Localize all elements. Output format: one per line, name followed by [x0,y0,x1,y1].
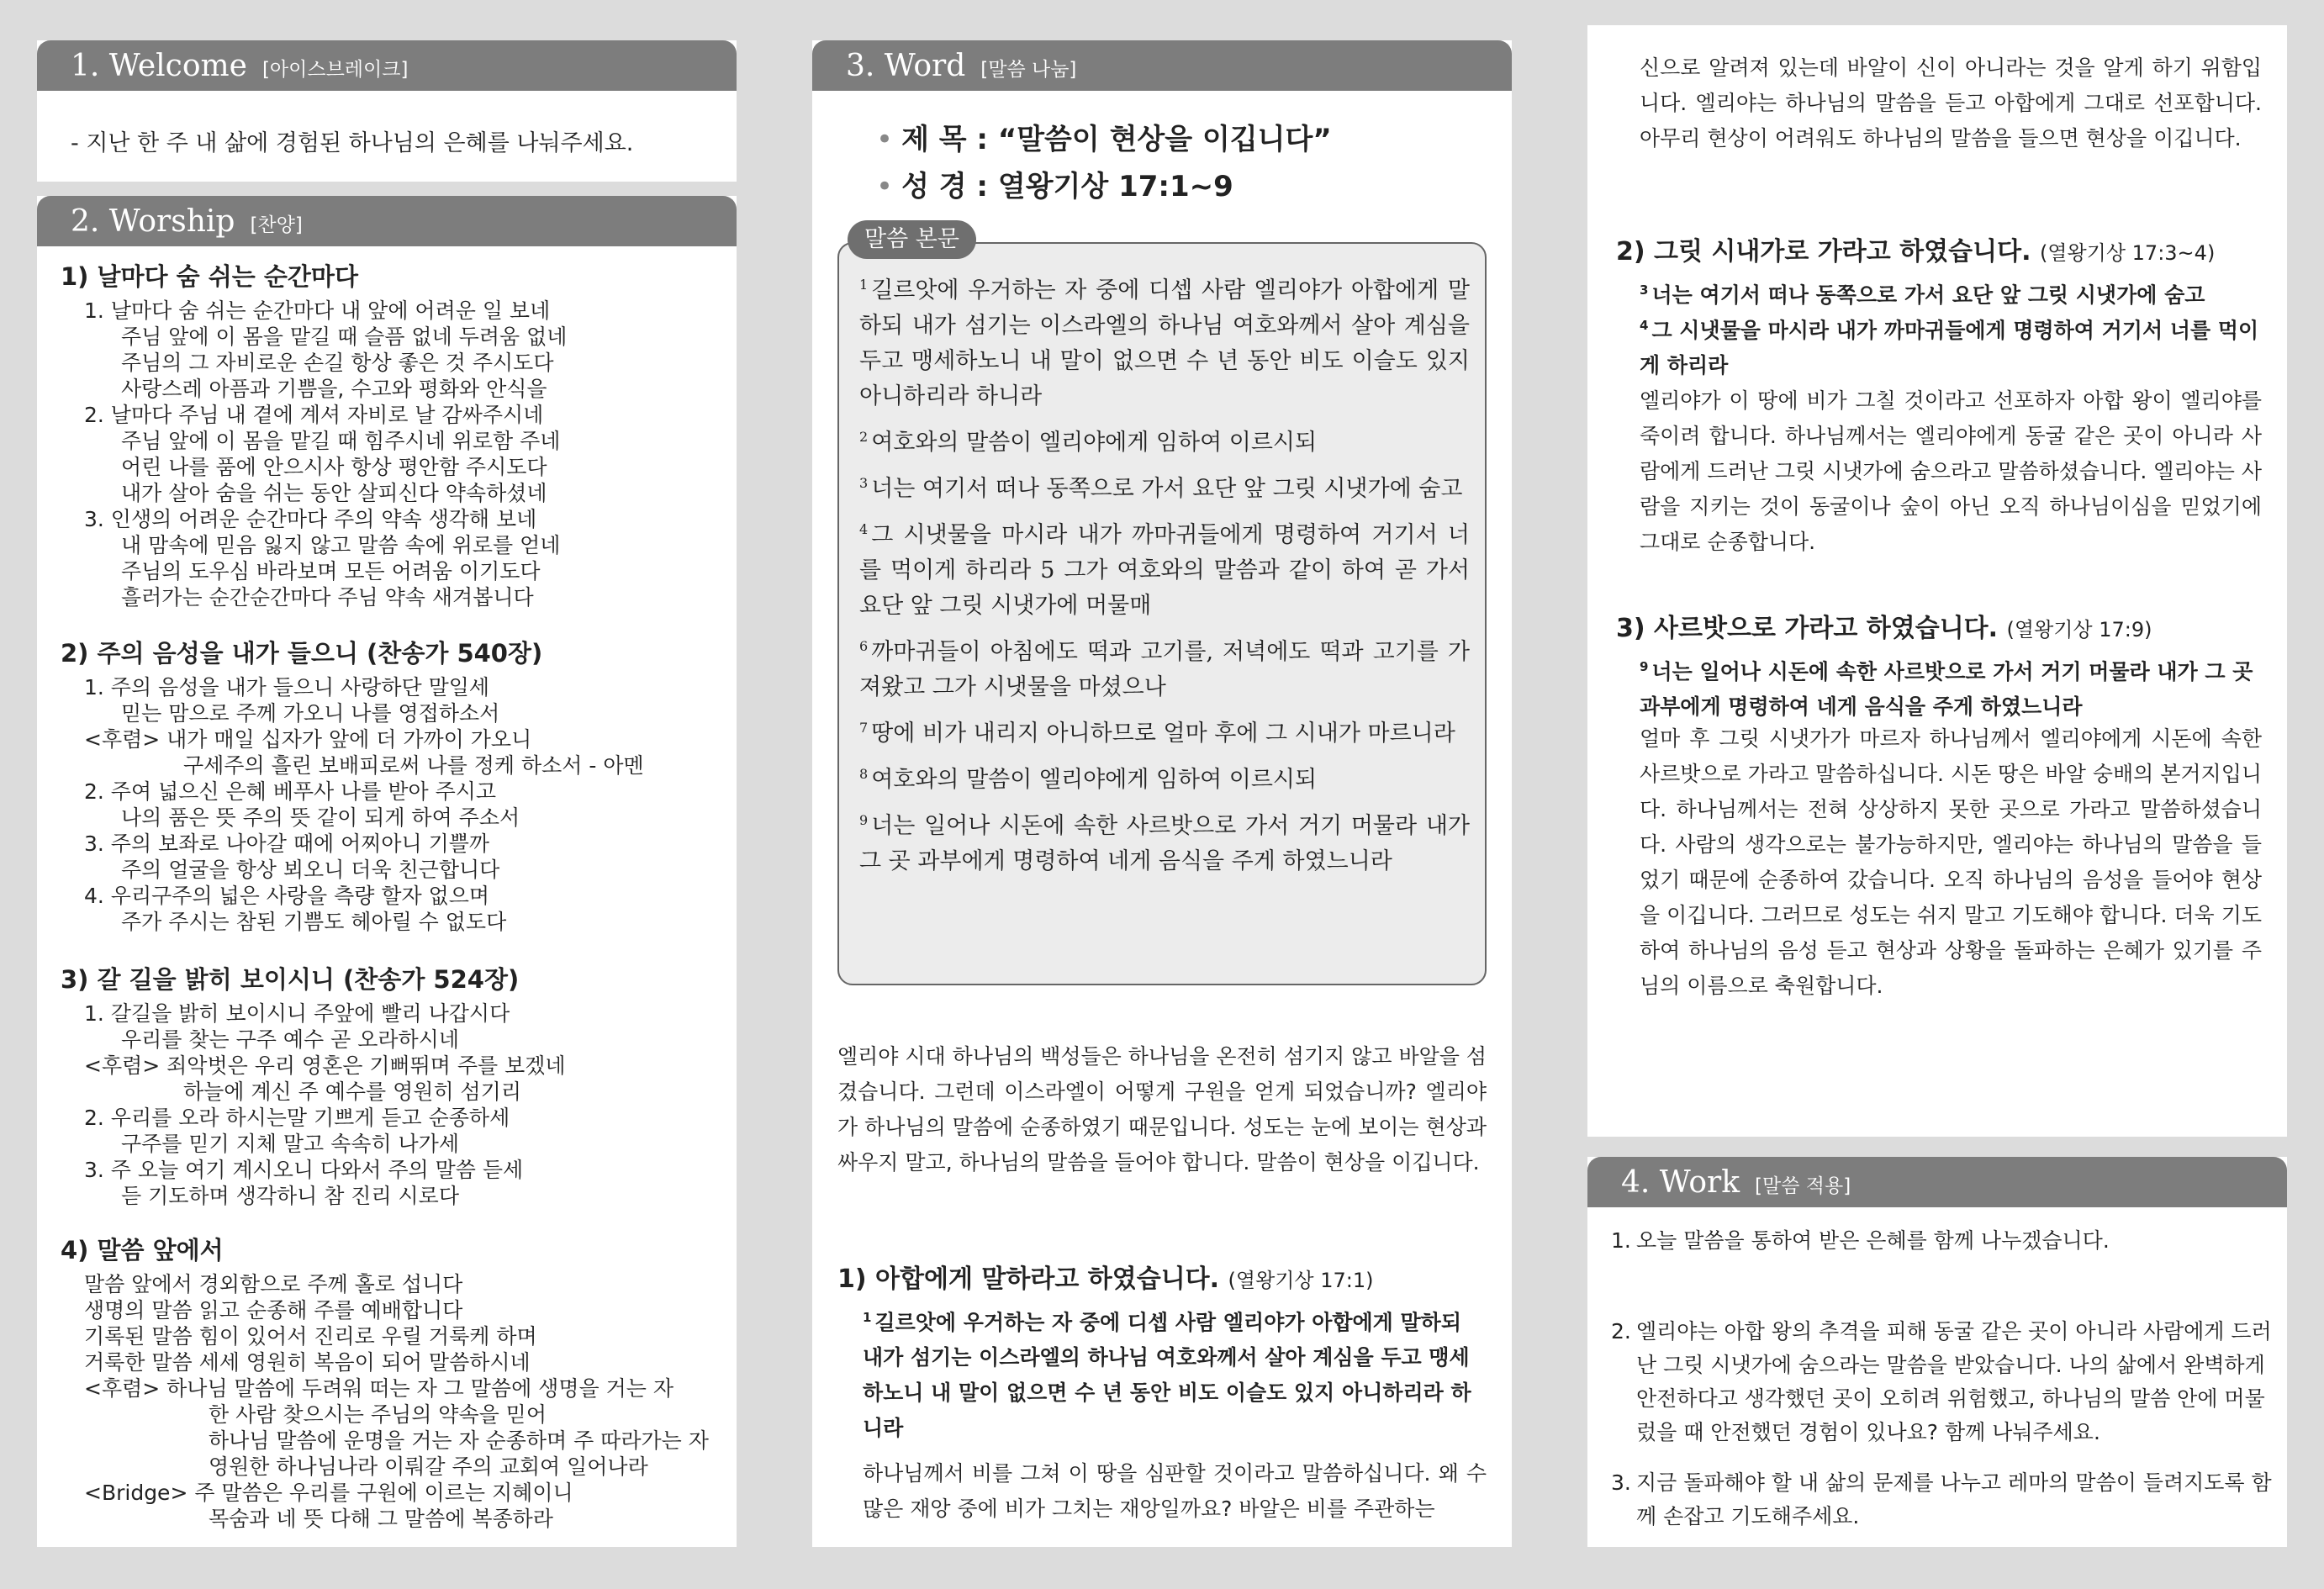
lyric-line: 3. 인생의 어려운 순간마다 주의 약속 생각해 보네 [84,507,537,531]
lyric-line: 목숨과 네 뜻 다해 그 말씀에 복종하라 [209,1507,553,1531]
verse-text: 그 시냇물을 마시라 내가 까마귀들에게 명령하여 거기서 너를 먹이게 하리라 5 그가 여호와의 말씀과 같이 하여 곧 가서 요단 앞 그릿 시냇가에 머물매 [859,522,1470,619]
work-panel [1587,1157,2287,1547]
welcome-title: 1. Welcome [71,48,247,83]
lyric-line: <후렴> 내가 매일 십자가 앞에 더 가까이 가오니 [84,727,532,752]
point-1-ref: (열왕기상 17:1) [1228,1269,1374,1292]
word-subtitle: [말씀 나눔] [980,58,1077,81]
point-2-heading: 2) 그릿 시내가로 가라고 하였습니다. [1616,237,2031,267]
verse-number: 6 [859,638,869,654]
word-continued-panel [1587,25,2287,1137]
verse-number: 7 [859,720,869,736]
verse-text: 땅에 비가 내리지 아니하므로 얼마 후에 그 시내가 마르니라 [871,721,1455,747]
work-number: 1. [1611,1228,1631,1253]
scripture-box [837,242,1487,985]
point-3-text: 얼마 후 그릿 시냇가가 마르자 하나님께서 엘리야에게 시돈에 속한 사르밧으로 가라고 말씀하십니다. 시돈 땅은 바알 숭배의 본거지입니다. 하나님께서는 전혀 상상하지 못한 곳으로 가라고 말씀하셨습니다. 사람의 생각으로는 불가능하지만, 엘리야는 하나님의 말씀을 들었기 때문에 순종하여 갔습니다. 오직 하나님의 음성을 들어야 현상을 이깁니다. 그러므로 성도는 쉬지 말고 기도해야 합니다. 더욱 기도하여 하나님의 음성 듣고 현상과 상황을 돌파하는 은혜가 있기를 주님의 이름으로 축원합니다. [1640,726,2262,998]
lyric-line: 사랑스레 아픔과 기쁨을, 수고와 평화와 안식을 [121,377,547,401]
verse-text: 길르앗에 우거하는 자 중에 디셉 사람 엘리야가 아합에게 말하되 내가 섬기는 이스라엘의 하나님 여호와께서 살아 계심을 두고 맹세하노니 내 말이 없으면 수 년 동안 비도 이슬도 있지 아니하리라 하니라 [859,277,1470,409]
song-title: 4) 말씀 앞에서 [61,1236,224,1264]
verse [859,420,1470,461]
point-2-title [1616,230,2215,267]
lyric-line: 주님 앞에 이 몸을 맡길 때 힘주시네 위로함 주네 [121,429,561,453]
point-3-verse [1640,649,2262,725]
lyric-line: 말씀 앞에서 경외함으로 주께 홀로 섭니다 [84,1272,463,1296]
lyric-line: <후렴> 죄악벗은 우리 영혼은 기뻐뛰며 주를 보겠네 [84,1053,566,1078]
worship-header [37,196,737,246]
verse-text: 여호와의 말씀이 엘리야에게 임하여 이르시되 [871,430,1318,456]
welcome-header [37,40,737,91]
lyric-line: 3. 주의 보좌로 나아갈 때에 어찌아니 기쁠까 [84,831,490,856]
verse-text: 여호와의 말씀이 엘리야에게 임하여 이르시되 [871,767,1318,793]
verse [859,466,1470,507]
work-item-1 [1611,1224,2275,1258]
sermon-subject [876,116,1332,157]
lyric-line: 나의 품은 뜻 주의 뜻 같이 되게 하여 주소서 [121,805,520,830]
lyric-line: 주님의 도우심 바라보며 모든 어려움 이기도다 [121,559,541,583]
verse [859,629,1470,705]
verse-number: 3 [1640,282,1649,298]
lyric-line: 거룩한 말씀 세세 영원히 복음이 되어 말씀하시네 [84,1350,531,1375]
welcome-text: - 지난 한 주 내 삶에 경험된 하나님의 은혜를 나눠주세요. [71,130,634,156]
song-3 [61,961,725,1209]
lyric-line: 듣 기도하며 생각하니 참 진리 시로다 [121,1184,459,1208]
lyric-line: 어린 나를 품에 안으시사 항상 평안함 주시도다 [121,455,547,479]
verse-text: 너는 여기서 떠나 동쪽으로 가서 요단 앞 그릿 시냇가에 숨고 [1651,282,2205,308]
bullet-icon: • [876,170,894,203]
lyric-line: <후렴> 하나님 말씀에 두려워 떠는 자 그 말씀에 생명을 거는 자 [84,1376,673,1401]
word-title: 3. Word [846,48,966,83]
verse-number: 2 [859,429,869,445]
song-4 [61,1232,725,1532]
work-number: 3. [1611,1470,1631,1495]
worship-title: 2. Worship [71,203,235,239]
worship-subtitle: [찬양] [250,214,303,236]
point-1-heading: 1) 아합에게 말하라고 하였습니다. [837,1264,1220,1294]
point-2-text: 엘리야가 이 땅에 비가 그칠 것이라고 선포하자 아합 왕이 엘리야를 죽이려 합니다. 하나님께서는 엘리야에게 동굴 같은 곳이 아니라 사람에게 드러난 그릿 시냇가에 숨으라고 말씀하셨습니다. 엘리야는 사람을 지키는 것이 동굴이나 숲이 아닌 오직 하나님이심을 믿었기에 그대로 순종합니다. [1640,388,2262,554]
verse-number: 9 [859,812,869,828]
lyric-line: 구세주의 흘린 보배피로써 나를 정케 하소서 - 아멘 [183,753,644,778]
lyric-line: <Bridge> 주 말씀은 우리를 구원에 이르는 지혜이니 [84,1481,573,1505]
lyric-line: 한 사람 찾으시는 주님의 약속을 믿어 [209,1402,547,1427]
work-item-3 [1611,1466,2275,1534]
lyric-line: 주가 주시는 참된 기쁨도 헤아릴 수 없도다 [121,910,507,934]
verse-number: 4 [859,521,869,537]
work-text: 엘리야는 아합 왕의 추격을 피해 동굴 같은 곳이 아니라 사람에게 드러난 그릿 시냇가에 숨으라는 말씀을 받았습니다. 나의 삶에서 완벽하게 안전하다고 생각했던 곳이 오히려 위험했고, 하나님의 말씀 안에 머물렀을 때 안전했던 경험이 있나요? 함께 나눠주세요. [1636,1319,2272,1444]
word-header [812,40,1512,91]
work-header [1587,1157,2287,1207]
point-2-ref: (열왕기상 17:3~4) [2039,241,2216,265]
lyric-line: 4. 우리구주의 넓은 사랑을 측량 할자 없으며 [84,884,490,908]
verse [859,710,1470,752]
lyric-line: 2. 날마다 주님 내 곁에 계셔 자비로 날 감싸주시네 [84,403,544,427]
continued-text: 신으로 알려져 있는데 바알이 신이 아니라는 것을 알게 하기 위함입니다. 엘리야는 하나님의 말씀을 듣고 아합에게 그대로 선포합니다. 아무리 현상이 어려워도 하나님의 말씀을 들으면 현상을 이깁니다. [1640,55,2262,150]
lyric-line: 내가 살아 숨을 쉬는 동안 살피신다 약속하셨네 [121,481,547,505]
verse-number: 1 [859,277,869,293]
sermon-subject-text: 제 목 : “말씀이 현상을 이깁니다” [901,123,1332,156]
lyric-line: 1. 갈길을 밝히 보이시니 주앞에 빨리 나갑시다 [84,1001,510,1026]
point-3-title [1616,607,2152,644]
worship-panel [37,196,737,1547]
lyric-line: 2. 주여 넓으신 은혜 베푸사 나를 받아 주시고 [84,779,497,804]
lyric-line: 믿는 맘으로 주께 가오니 나를 영접하소서 [121,701,500,726]
point-1-verse [863,1300,1487,1446]
verse [859,757,1470,798]
lyric-line: 우리를 찾는 구주 예수 곧 오라하시네 [121,1027,459,1052]
lyric-line: 기록된 말씀 힘이 있어서 진리로 우릴 거룩케 하며 [84,1324,537,1349]
verse [859,267,1470,414]
lyric-line: 영원한 하나님나라 이뤄갈 주의 교회여 일어나라 [209,1454,648,1479]
work-title: 4. Work [1621,1164,1740,1200]
lyric-line: 흘러가는 순간순간마다 주님 약속 새겨봅니다 [121,585,534,610]
song-2 [61,635,725,935]
point-3-ref: (열왕기상 17:9) [2006,618,2152,641]
song-title: 2) 주의 음성을 내가 들으니 (찬송가 540장) [61,639,543,668]
scripture-box-label: 말씀 본문 [848,220,976,259]
song-1 [61,258,725,610]
lyric-line: 생명의 말씀 읽고 순종해 주를 예배합니다 [84,1298,463,1322]
verse-number: 4 [1640,318,1649,333]
sermon-scripture-text: 성 경 : 열왕기상 17:1~9 [901,170,1233,203]
work-item-2 [1611,1315,2275,1449]
work-number: 2. [1611,1319,1631,1344]
verse-text: 너는 일어나 시돈에 속한 사르밧으로 가서 거기 머물라 내가 그 곳 과부에게 명령하여 네게 음식을 주게 하였느니라 [1640,659,2253,720]
bullet-icon: • [876,123,894,156]
lyric-line: 내 맘속에 믿음 잃지 않고 말씀 속에 위로를 얻네 [121,533,561,557]
verse-text: 길르앗에 우거하는 자 중에 디셉 사람 엘리야가 아합에게 말하되 내가 섬기는 이스라엘의 하나님 여호와께서 살아 계심을 두고 맹세하노니 내 말이 없으면 수 년 동안 비도 이슬도 있지 아니하리라 하니라 [863,1310,1471,1441]
lyric-line: 하늘에 계신 주 예수를 영원히 섬기리 [183,1080,521,1104]
sermon-scripture [876,163,1233,204]
lyric-line: 2. 우리를 오라 하시는말 기쁘게 듣고 순종하세 [84,1106,510,1130]
verse-number: 8 [859,766,869,782]
verse-number: 9 [1640,659,1649,674]
verse-number: 1 [863,1310,872,1325]
word-panel [812,40,1512,1547]
work-subtitle: [말씀 적용] [1755,1175,1851,1197]
song-title: 1) 날마다 숨 쉬는 순간마다 [61,262,358,291]
work-text: 오늘 말씀을 통하여 받은 은혜를 함께 나누겠습니다. [1636,1228,2110,1253]
lyric-line: 구주를 믿기 지체 말고 속속히 나가세 [121,1132,459,1156]
lyric-line: 하나님 말씀에 운명을 거는 자 순종하며 주 따라가는 자 [209,1428,709,1453]
point-3-heading: 3) 사르밧으로 가라고 하였습니다. [1616,614,1999,643]
point-2-verse-4 [1640,308,2262,383]
song-title: 3) 갈 길을 밝히 보이시니 (찬송가 524장) [61,965,520,994]
lyric-line: 1. 날마다 숨 쉬는 순간마다 내 앞에 어려운 일 보네 [84,298,551,323]
lyric-line: 1. 주의 음성을 내가 들으니 사랑하단 말일세 [84,675,490,699]
lyric-line: 주님 앞에 이 몸을 맡길 때 슬픔 없네 두려움 없네 [121,325,568,349]
scripture-verses [859,267,1470,884]
verse-text: 그 시냇물을 마시라 내가 까마귀들에게 명령하여 거기서 너를 먹이게 하리라 [1640,318,2259,378]
point-1-title [837,1258,1374,1295]
sermon-intro: 엘리야 시대 하나님의 백성들은 하나님을 온전히 섬기지 않고 바알을 섬겼습니다. 그런데 이스라엘이 어떻게 구원을 얻게 되었습니까? 엘리야가 하나님의 말씀에 순종하였기 때문입니다. 성도는 눈에 보이는 현상과 싸우지 말고, 하나님의 말씀을 들어야 합니다. 말씀이 현상을 이깁니다. [837,1044,1487,1175]
verse-text: 너는 여기서 떠나 동쪽으로 가서 요단 앞 그릿 시냇가에 숨고 [871,476,1463,502]
verse [859,512,1470,624]
verse-number: 3 [859,475,869,491]
lyric-line: 주님의 그 자비로운 손길 항상 좋은 것 주시도다 [121,351,554,375]
verse-text: 너는 일어나 시돈에 속한 사르밧으로 가서 거기 머물라 내가 그 곳 과부에게 명령하여 네게 음식을 주게 하였느니라 [859,813,1470,874]
work-text: 지금 돌파해야 할 내 삶의 문제를 나누고 레마의 말씀이 들려지도록 함께 손잡고 기도해주세요. [1636,1470,2272,1528]
lyric-line: 3. 주 오늘 여기 계시오니 다와서 주의 말씀 듣세 [84,1158,524,1182]
verse [859,803,1470,879]
welcome-subtitle: [아이스브레이크] [261,58,409,81]
lyric-line: 주의 얼굴을 항상 뵈오니 더욱 친근합니다 [121,858,500,882]
verse-text: 까마귀들이 아침에도 떡과 고기를, 저녁에도 떡과 고기를 가져왔고 그가 시냇물을 마셨으나 [859,639,1470,700]
welcome-panel [37,40,737,182]
point-1-text: 하나님께서 비를 그쳐 이 땅을 심판할 것이라고 말씀하십니다. 왜 수많은 재앙 중에 비가 그치는 재앙일까요? 바알은 비를 주관하는 [863,1461,1487,1521]
